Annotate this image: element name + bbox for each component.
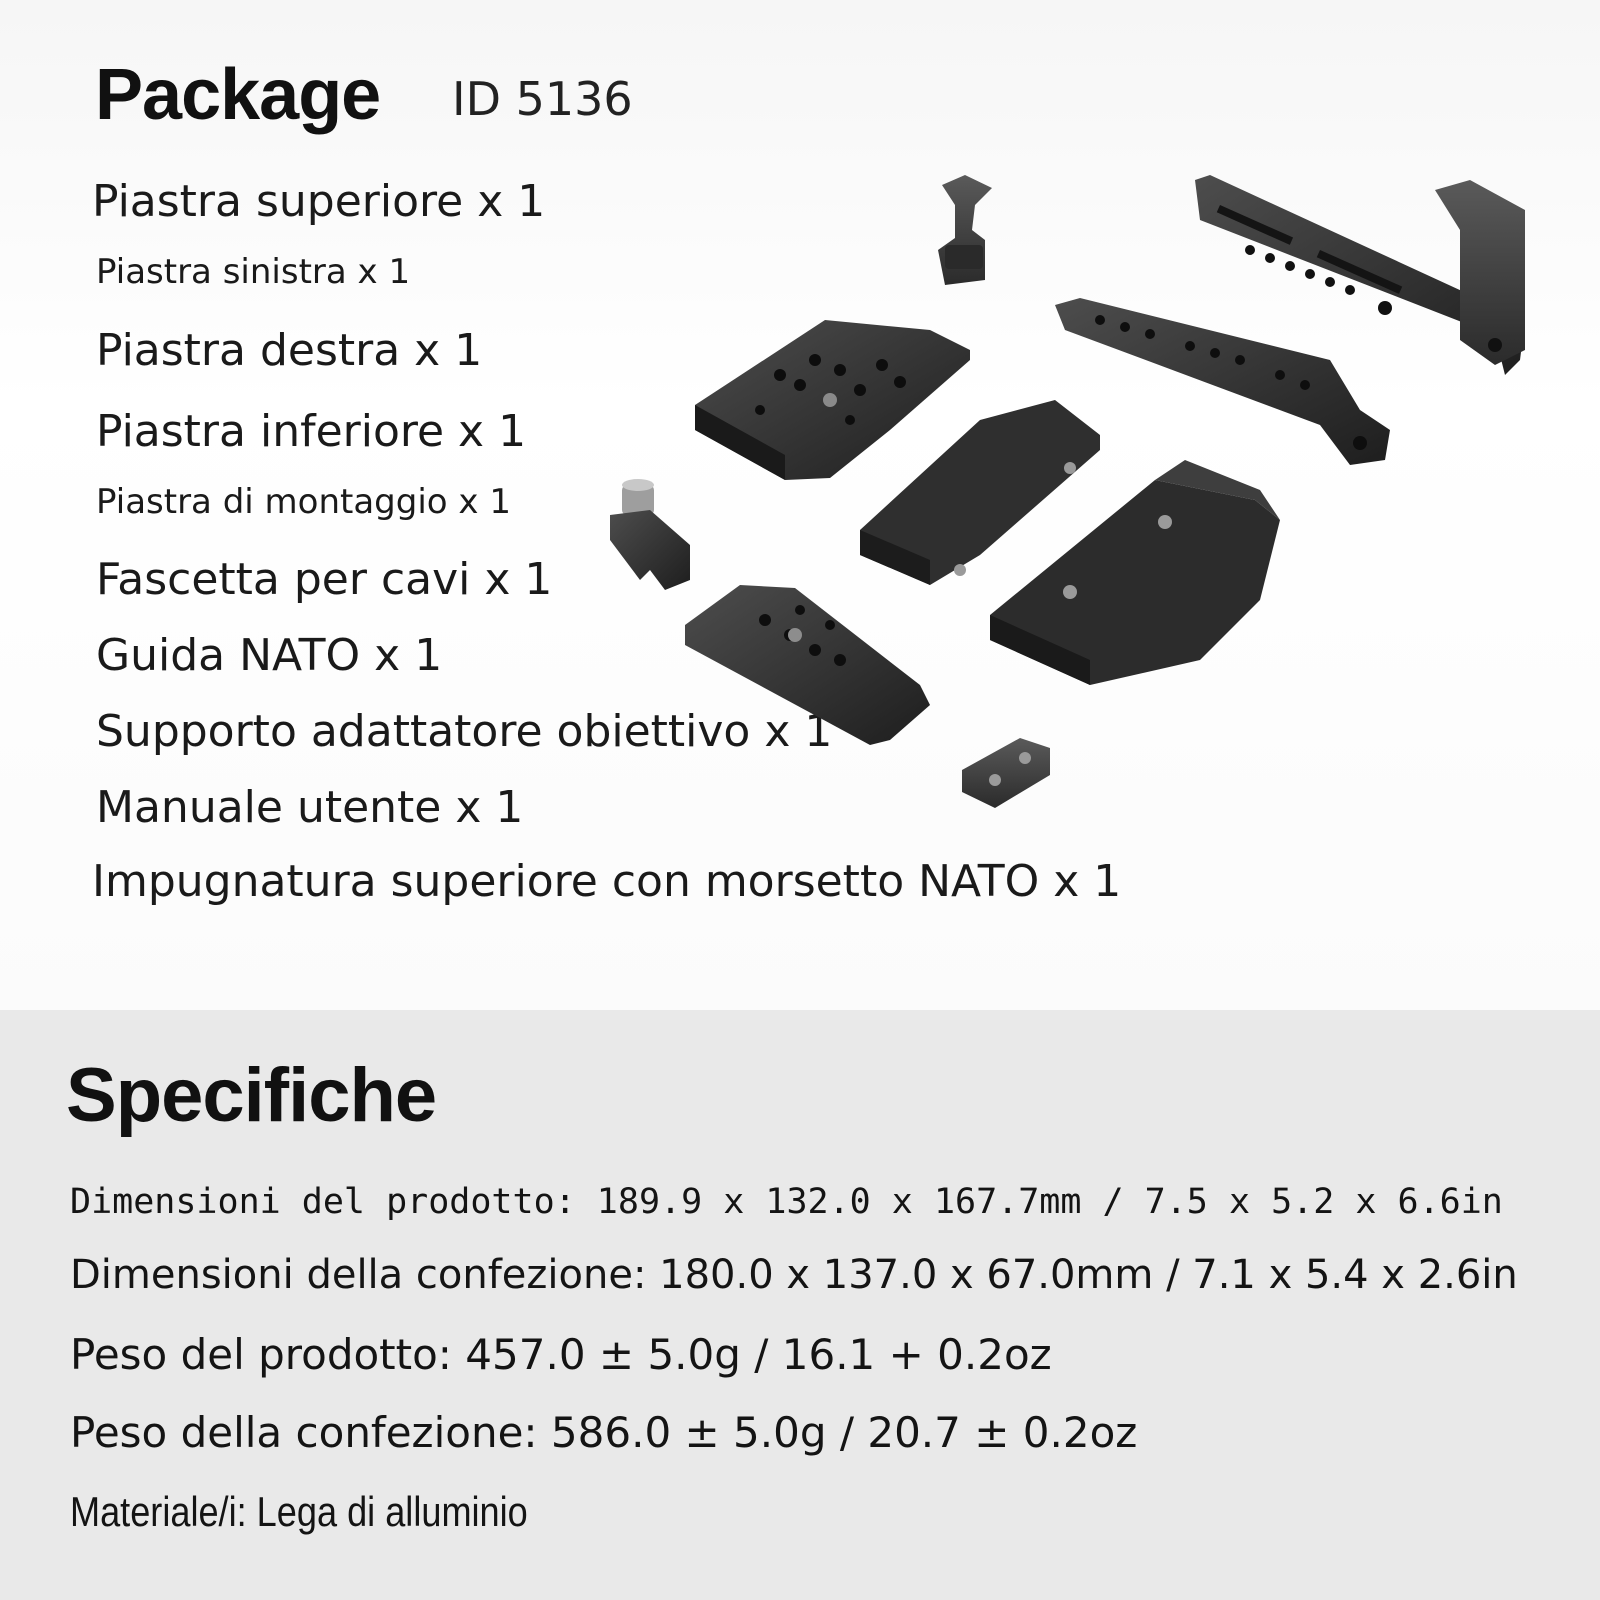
package-item: Piastra sinistra x 1 [96, 252, 411, 292]
nato-clamp-part [938, 175, 992, 285]
spec-product-dimensions: Dimensioni del prodotto: 189.9 x 132.0 x 167.7mm / 7.5 x 5.2 x 6.6in [70, 1182, 1503, 1222]
package-item: Piastra destra x 1 [96, 325, 483, 376]
spec-material: Materiale/i: Lega di alluminio [70, 1488, 528, 1535]
package-title: Package [95, 55, 381, 135]
package-item: Impugnatura superiore con morsetto NATO x 1 [92, 856, 1122, 907]
package-id: ID 5136 [452, 72, 633, 126]
spec-package-weight: Peso della confezione: 586.0 ± 5.0g / 20.7 ± 0.2oz [70, 1408, 1138, 1457]
package-item: Manuale utente x 1 [96, 782, 524, 833]
spec-product-weight: Peso del prodotto: 457.0 ± 5.0g / 16.1 + 0.2oz [70, 1330, 1052, 1379]
specs-title: Specifiche [66, 1053, 437, 1138]
cable-clamp-part [610, 479, 690, 590]
bottom-plate-part [695, 320, 970, 480]
side-plate-part [1055, 298, 1390, 465]
package-item: Supporto adattatore obiettivo x 1 [96, 706, 833, 757]
nato-rail-part [962, 738, 1050, 808]
spec-package-dimensions: Dimensioni della confezione: 180.0 x 137.0 x 67.0mm / 7.1 x 5.4 x 2.6in [70, 1252, 1518, 1298]
package-item: Fascetta per cavi x 1 [96, 554, 553, 605]
package-item: Guida NATO x 1 [96, 630, 443, 681]
package-item: Piastra di montaggio x 1 [96, 482, 511, 522]
lens-adapter-support-part [685, 585, 930, 745]
product-parts-illustration [600, 160, 1560, 860]
package-item: Piastra inferiore x 1 [96, 406, 527, 457]
package-item: Piastra superiore x 1 [92, 176, 546, 227]
